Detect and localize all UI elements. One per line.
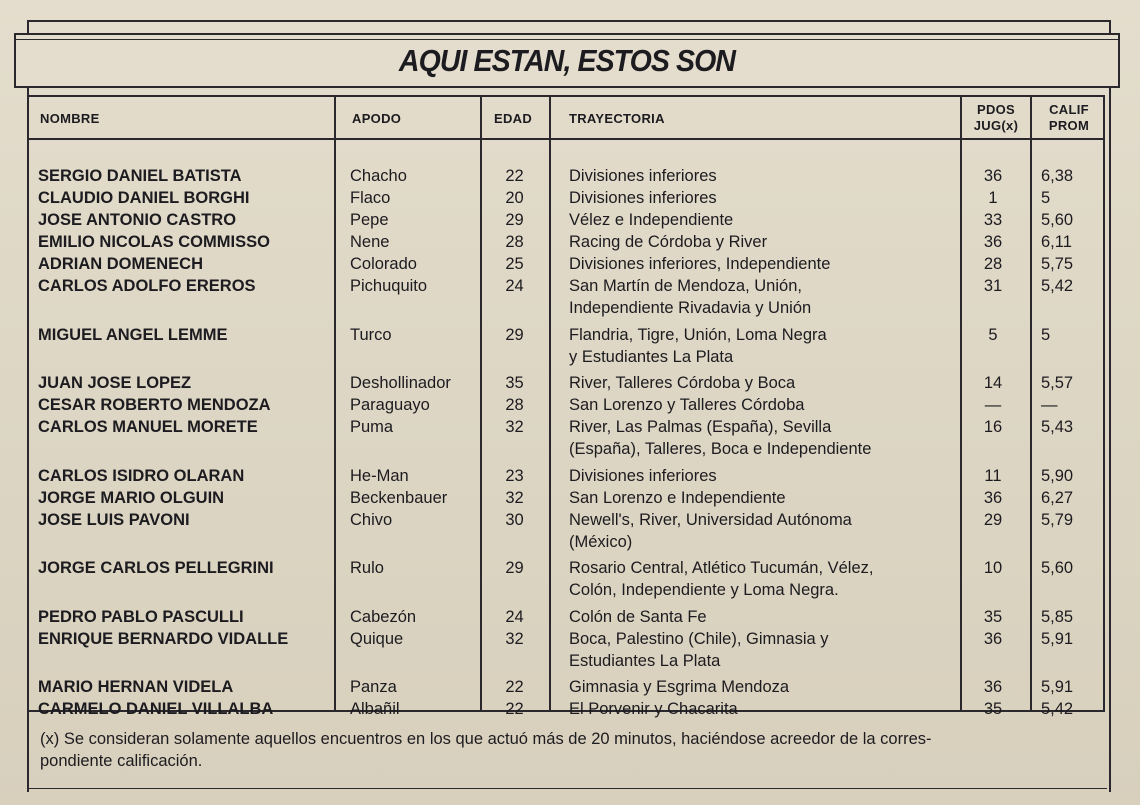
player-age: 22 <box>505 167 524 185</box>
player-name: JOSE ANTONIO CASTRO <box>38 211 237 229</box>
bottom-rule <box>27 788 1107 789</box>
player-age: 24 <box>505 607 524 626</box>
player-nickname: Panza <box>350 678 397 696</box>
player-age: 29 <box>505 559 524 577</box>
player-age: 35 <box>505 374 524 392</box>
player-nickname: Cabezón <box>350 607 417 626</box>
player-matches: 35 <box>983 607 1003 626</box>
player-nickname: Turco <box>350 325 392 344</box>
player-nickname: Puma <box>350 418 394 436</box>
player-rating: 5,43 <box>1041 418 1074 436</box>
player-nickname: Colorado <box>350 255 417 273</box>
player-name: JUAN JOSE LOPEZ <box>38 374 192 392</box>
column-divider <box>549 95 551 712</box>
player-age: 22 <box>505 678 524 696</box>
header-pdos-line2: JUG(x) <box>973 118 1019 133</box>
player-rating: 5,60 <box>1041 211 1074 229</box>
player-age: 25 <box>505 255 524 273</box>
player-age: 22 <box>505 700 524 718</box>
player-rating: 5,57 <box>1041 374 1074 392</box>
player-age: 29 <box>505 325 524 344</box>
player-career-line: Vélez e Independiente <box>569 211 734 229</box>
player-career-line: Boca, Palestino (Chile), Gimnasia y <box>569 629 829 648</box>
player-name: MIGUEL ANGEL LEMME <box>38 325 228 344</box>
player-matches: 33 <box>983 211 1003 229</box>
player-career-line: Rosario Central, Atlético Tucumán, Vélez, <box>569 559 874 577</box>
player-nickname: Beckenbauer <box>350 488 448 507</box>
player-nickname: He-Man <box>350 466 409 485</box>
player-nickname: Albañil <box>350 700 400 718</box>
player-nickname: Nene <box>350 233 390 251</box>
player-matches: 29 <box>983 510 1003 529</box>
player-career-line: Estudiantes La Plata <box>569 651 721 670</box>
footnote-line1: (x) Se consideran solamente aquellos encuentros en los que actuó más de 20 minutos, haciéndose acreedor de la corres- <box>40 730 932 748</box>
player-matches: 36 <box>983 233 1003 251</box>
player-career-line: San Lorenzo e Independiente <box>569 488 786 507</box>
player-name: ENRIQUE BERNARDO VIDALLE <box>38 629 289 648</box>
player-matches: 31 <box>983 277 1003 295</box>
player-career-line: Divisiones inferiores <box>569 167 717 185</box>
player-career-line: Colón, Independiente y Loma Negra. <box>569 581 839 599</box>
player-career-line: River, Talleres Córdoba y Boca <box>569 374 796 392</box>
player-name: EMILIO NICOLAS COMMISSO <box>38 233 270 251</box>
player-age: 29 <box>505 211 524 229</box>
player-rating: 5,60 <box>1041 559 1074 577</box>
player-nickname: Chacho <box>350 167 407 185</box>
player-rating: 5,42 <box>1041 700 1074 718</box>
player-career-line: Gimnasia y Esgrima Mendoza <box>569 678 790 696</box>
player-name: MARIO HERNAN VIDELA <box>38 678 234 696</box>
player-career-line: Divisiones inferiores, Independiente <box>569 255 831 273</box>
player-nickname: Quique <box>350 629 404 648</box>
column-divider <box>1030 95 1032 712</box>
player-name: CARLOS ADOLFO EREROS <box>38 277 256 295</box>
player-age: 28 <box>505 233 524 251</box>
player-matches: 10 <box>983 559 1003 577</box>
player-career-line: River, Las Palmas (España), Sevilla <box>569 418 832 436</box>
player-career-line: San Lorenzo y Talleres Córdoba <box>569 396 805 414</box>
player-matches: 36 <box>983 629 1003 648</box>
player-matches: 16 <box>983 418 1003 436</box>
player-matches: 11 <box>984 466 1002 485</box>
player-name: CARLOS ISIDRO OLARAN <box>38 466 245 485</box>
player-age: 30 <box>505 510 524 529</box>
title-inner-rule <box>16 39 1118 40</box>
player-career-line: Divisiones inferiores <box>569 466 717 485</box>
player-age: 20 <box>505 189 524 207</box>
player-career-line: Racing de Córdoba y River <box>569 233 768 251</box>
player-rating: 5 <box>1041 189 1051 207</box>
player-age: 32 <box>505 418 524 436</box>
player-name: CESAR ROBERTO MENDOZA <box>38 396 271 414</box>
player-rating: 6,38 <box>1041 167 1074 185</box>
player-nickname: Chivo <box>350 510 393 529</box>
player-matches: 35 <box>983 700 1003 718</box>
player-nickname: Flaco <box>350 189 391 207</box>
header-trayectoria: TRAYECTORIA <box>569 111 665 126</box>
player-career-line: (España), Talleres, Boca e Independiente <box>569 440 872 458</box>
header-edad: EDAD <box>494 111 533 126</box>
player-nickname: Deshollinador <box>350 374 451 392</box>
player-rating: — <box>1041 396 1058 414</box>
player-rating: 6,27 <box>1041 488 1074 507</box>
player-name: JORGE CARLOS PELLEGRINI <box>38 559 274 577</box>
player-career-line: Newell's, River, Universidad Autónoma <box>569 510 852 529</box>
player-nickname: Rulo <box>350 559 384 577</box>
player-name: CLAUDIO DANIEL BORGHI <box>38 189 250 207</box>
header-apodo: APODO <box>352 111 402 126</box>
player-rating: 5,85 <box>1041 607 1074 626</box>
header-separator <box>27 138 1105 140</box>
player-career-line: y Estudiantes La Plata <box>569 347 734 366</box>
title-band <box>14 33 1120 88</box>
player-rating: 5,91 <box>1041 629 1074 648</box>
header-calif <box>1032 102 1106 134</box>
player-career-line: Divisiones inferiores <box>569 189 717 207</box>
player-nickname: Pepe <box>350 211 389 229</box>
player-age: 28 <box>505 396 524 414</box>
player-name: JORGE MARIO OLGUIN <box>38 488 225 507</box>
player-rating: 5,75 <box>1041 255 1074 273</box>
player-matches: 28 <box>983 255 1003 273</box>
player-name: SERGIO DANIEL BATISTA <box>38 167 242 185</box>
player-matches: — <box>984 396 1002 414</box>
player-career-line: Flandria, Tigre, Unión, Loma Negra <box>569 325 827 344</box>
header-pdos <box>962 102 1030 134</box>
player-matches: 1 <box>988 189 998 207</box>
header-nombre: NOMBRE <box>40 111 100 126</box>
player-name: CARMELO DANIEL VILLALBA <box>38 700 274 718</box>
player-matches: 5 <box>988 325 998 344</box>
player-rating: 5,91 <box>1041 678 1074 696</box>
player-age: 32 <box>505 629 524 648</box>
player-age: 32 <box>505 488 524 507</box>
player-age: 23 <box>505 466 524 485</box>
player-matches: 14 <box>983 374 1003 392</box>
player-name: PEDRO PABLO PASCULLI <box>38 607 244 626</box>
player-career-line: San Martín de Mendoza, Unión, <box>569 277 802 295</box>
footnote <box>40 728 1090 772</box>
player-rating: 5,90 <box>1041 466 1074 485</box>
player-matches: 36 <box>983 678 1003 696</box>
column-divider <box>334 95 336 712</box>
player-nickname: Paraguayo <box>350 396 430 414</box>
player-rating: 5 <box>1041 325 1051 344</box>
player-name: JOSE LUIS PAVONI <box>38 510 190 529</box>
player-rating: 5,79 <box>1041 510 1074 529</box>
header-calif-line1: CALIF <box>1049 102 1089 117</box>
player-name: CARLOS MANUEL MORETE <box>38 418 258 436</box>
player-matches: 36 <box>983 488 1003 507</box>
player-career-line: (México) <box>569 532 633 551</box>
header-calif-line2: PROM <box>1048 118 1090 133</box>
player-matches: 36 <box>983 167 1003 185</box>
player-career-line: Colón de Santa Fe <box>569 607 707 626</box>
footnote-line2: pondiente calificación. <box>40 752 203 770</box>
player-career-line: Independiente Rivadavia y Unión <box>569 299 812 317</box>
player-rating: 6,11 <box>1041 233 1072 251</box>
player-rating: 5,42 <box>1041 277 1074 295</box>
player-name: ADRIAN DOMENECH <box>38 255 203 273</box>
header-pdos-line1: PDOS <box>976 102 1016 117</box>
page-title: AQUI ESTAN, ESTOS SON <box>398 43 736 78</box>
player-career-line: El Porvenir y Chacarita <box>569 700 738 718</box>
player-nickname: Pichuquito <box>350 277 428 295</box>
player-age: 24 <box>505 277 524 295</box>
